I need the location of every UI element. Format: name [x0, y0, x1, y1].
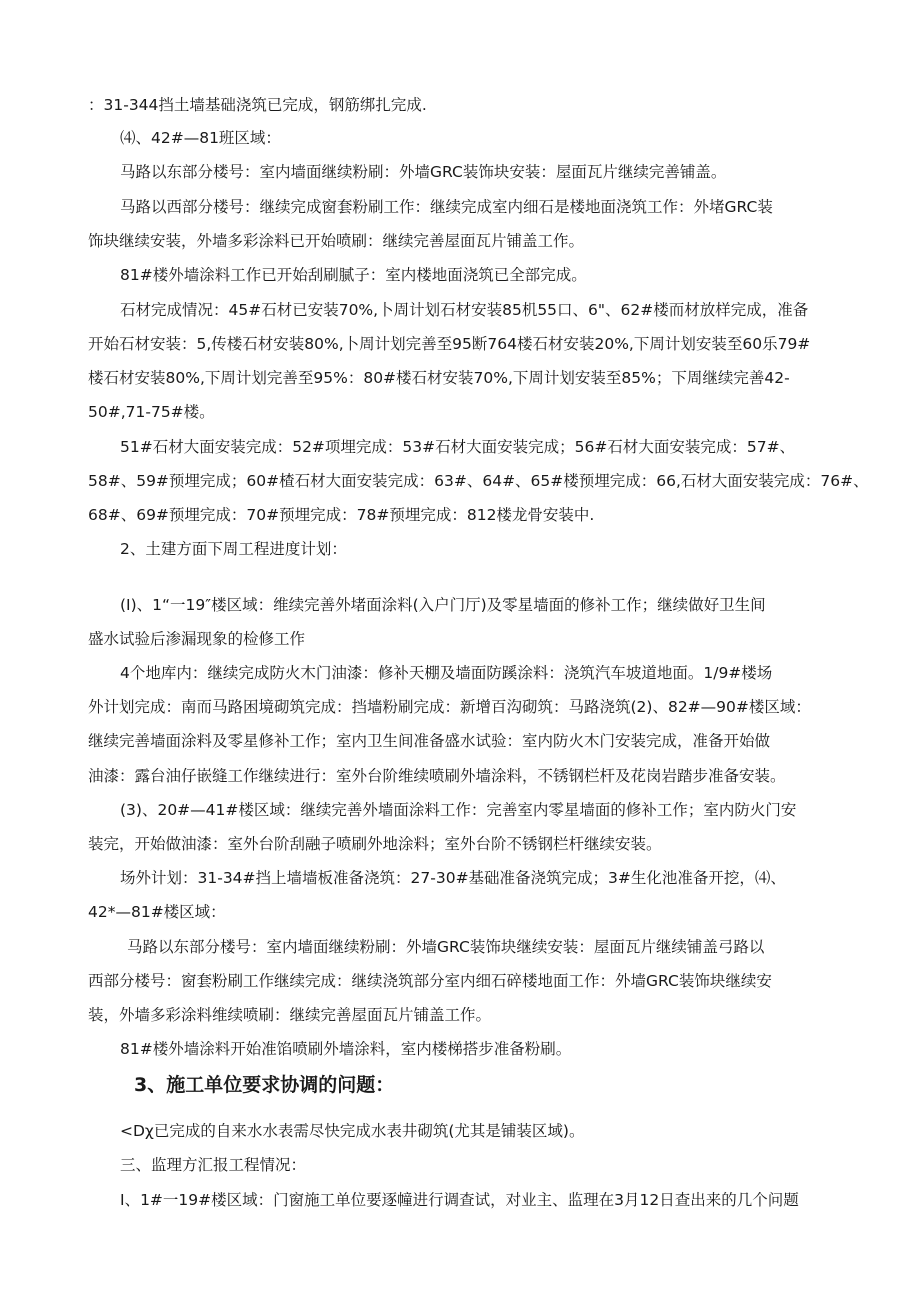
- text-line: 4个地库内：继续完成防火木门油漆：修补天棚及墙面防蹊涂料：浇筑汽车坡道地面。1/9#楼场: [120, 664, 773, 682]
- text-line: 西部分楼号：窗套粉刷工作继续完成：继续浇筑部分室内细石碎楼地面工作：外墙GRC装饰块继续安: [88, 972, 772, 990]
- text-line: 58#、59#预埋完成；60#楂石材大面安装完成：63#、64#、65#楼预埋完成：66,石材大面安装完成：76#、: [88, 472, 869, 490]
- text-line: 68#、69#预埋完成：70#预埋完成：78#预埋完成：812楼龙骨安装中.: [88, 506, 595, 524]
- section-heading-area-4: ⑷、42#—81班区域：: [120, 129, 281, 147]
- text-line: 81#楼外墙涂料开始准馅喷刷外墙涂料，室内楼梯搭步准备粉刷。: [120, 1040, 572, 1058]
- text-line: 81#楼外墙涂料工作已开始刮刷腻子：室内楼地面浇筑已全部完成。: [120, 266, 587, 284]
- text-line: 石材完成情况：45#石材已安装70%,卜周计划石材安装85机55口、6"、62#楼而材放样完成，准备: [120, 301, 809, 319]
- text-line: 装，外墙多彩涂料维续喷刷：继续完善屋面瓦片铺盖工作。: [88, 1006, 492, 1024]
- text-line: 开始石材安装：5,传楼石材安装80%,卜周计划完善至95断764楼石材安装20%,下周计划安装至60乐79#: [88, 335, 811, 353]
- text-line: 马路以东部分楼号：室内墙面继续粉刷：外墙GRC装饰块继续安装：屋面瓦片继续铺盖弓路以: [127, 938, 765, 956]
- text-line: 42*—81#楼区域：: [88, 903, 226, 921]
- text-line: 楼石材安装80%,下周计划完善至95%：80#楼石材安装70%,下周计划安装至85%；下周继续完善42-: [88, 369, 790, 387]
- text-line: 马路以东部分楼号：室内墙面继续粉刷：外墙GRC装饰块安装：屋面瓦片继续完善铺盖。: [120, 163, 727, 181]
- text-line: 场外计划：31-34#挡上墙墙板准备浇筑：27-30#基础准备浇筑完成；3#生化池准备开挖，⑷、: [120, 869, 786, 887]
- text-line: (I)、1“一19″楼区域：维续完善外堵面涂料(入户门厅)及零星墙面的修补工作；继续做好卫生间: [120, 596, 766, 614]
- text-line: 继续完善墙面涂料及零星修补工作；室内卫生间准备盛水试验：室内防火木门安装完成，准备开始做: [88, 732, 771, 750]
- text-line: 油漆：露台油仔嵌缝工作继续进行：室外台阶维续喷刷外墙涂料，不锈钢栏杆及花岗岩踏步准备安装。: [88, 767, 786, 785]
- text-line: 外计划完成：南而马路困境砌筑完成：挡墙粉刷完成：新增百沟砌筑：马路浇筑(2)、82#—90#楼区域：: [88, 698, 811, 716]
- text-line: 51#石材大面安装完成：52#项埋完成：53#石材大面安装完成；56#石材大面安装完成：57#、: [120, 438, 796, 456]
- text-line: 装完，开始做油漆：室外台阶刮融子喷刷外地涂料；室外台阶不锈钢栏杆继续安装。: [88, 835, 662, 853]
- text-line: 马路以西部分楼号：继续完成窗套粉刷工作：继续完成室内细石是楼地面浇筑工作：外堵GRC装: [120, 198, 773, 216]
- text-line: ：31-344挡土墙基础浇筑已完成，钢筋绑扎完成.: [88, 96, 427, 114]
- text-line: 饰块继续安装，外墙多彩涂料已开始喷刷：继续完善屋面瓦片铺盖工作。: [88, 232, 585, 250]
- section-heading-next-week-plan: 2、土建方面下周工程进度计划：: [120, 540, 347, 558]
- text-line: (3)、20#—41#楼区域：继续完善外墙面涂料工作：完善室内零星墙面的修补工作；室内防火门安: [120, 801, 797, 819]
- section-heading-supervisor-report: 三、监理方汇报工程情况：: [120, 1156, 307, 1174]
- text-line: I、1#一19#楼区域：门窗施工单位要逐幢进行调查试，对业主、监理在3月12日查出来的几个问题: [120, 1191, 799, 1209]
- text-line: 50#,71-75#楼。: [88, 403, 215, 421]
- text-line: <Dχ已完成的自来水水表需尽快完成水表井砌筑(尤其是铺装区域)。: [120, 1122, 585, 1140]
- section-heading-coordination-issues: 3、施工单位要求协调的问题：: [134, 1074, 395, 1096]
- text-line: 盛水试验后渗漏现象的检修工作: [88, 630, 306, 648]
